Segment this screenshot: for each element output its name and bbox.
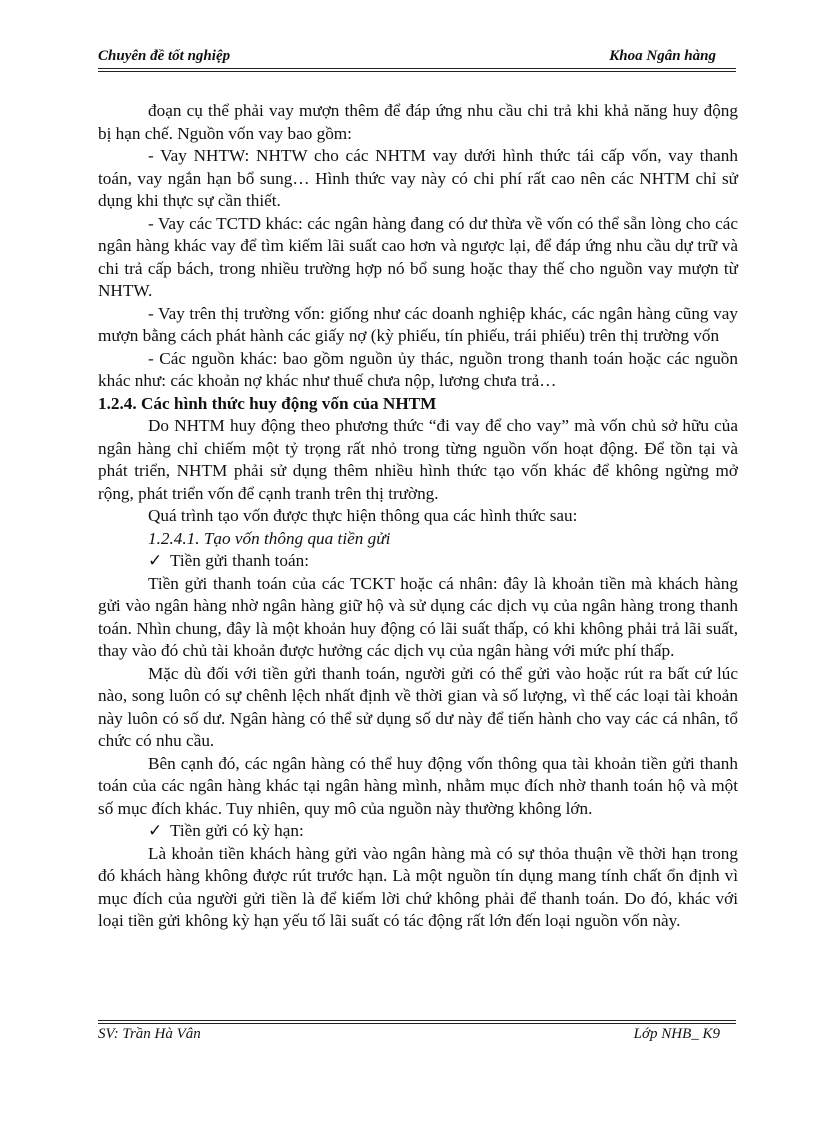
paragraph-3: - Vay các TCTD khác: các ngân hàng đang có dư thừa về vốn có thể sẵn lòng cho các ngân hàng khác vay để tìm kiếm lãi suất cao hơn và ngược lại, để đáp ứng nhu cầu dự trữ và chi trả cấp bách, trong nhiều trường hợp nó bổ sung hoặc thay thế cho nguồn vay mượn từ NHTW. xyxy=(98,213,738,300)
paragraph-11: Là khoản tiền khách hàng gửi vào ngân hàng mà có sự thỏa thuận về thời hạn trong đó khách hàng không được rút trước hạn. Là một nguồn tín dụng mang tính chất ổn định vì mục đích của người gửi tiền là để kiếm lời chứ không phải để thanh toán. Do đó, khác với loại tiền gửi không kỳ hạn yếu tố lãi suất có tác động rất lớn đến loại nguồn vốn này. xyxy=(98,843,738,930)
checkmark-icon: ✓ xyxy=(148,551,163,570)
paragraph-9: Mặc dù đối với tiền gửi thanh toán, người gửi có thể gửi vào hoặc rút ra bất cứ lúc nào, song luôn có sự chênh lệch nhất định về thời gian và số lượng, vì thế các loại tài khoản này luôn có số dư. Ngân hàng có thể sử dụng số dư này để tiến hành cho vay các cá nhân, tổ chức có nhu cầu. xyxy=(98,663,738,750)
header-right-text: Khoa Ngân hàng xyxy=(609,48,716,64)
paragraph-6: Do NHTM huy động theo phương thức “đi vay để cho vay” mà vốn chủ sở hữu của ngân hàng chỉ chiếm một tỷ trọng rất nhỏ trong từng nguồn vốn hoạt động. Để tồn tại và phát triển, NHTM phải sử dụng thêm nhiều hình thức tạo vốn khác để không ngừng mở rộng, phát triển vốn để cạnh tranh trên thị trường. xyxy=(98,416,738,503)
header-left-text: Chuyên đề tốt nghiệp xyxy=(98,48,231,64)
checkmark-icon: ✓ xyxy=(148,821,163,840)
paragraph-1: đoạn cụ thể phải vay mượn thêm để đáp ứng nhu cầu chi trả khi khả năng huy động bị hạn chế. Nguồn vốn vay bao gồm: xyxy=(98,101,738,143)
footer-right-text: Lớp NHB_ K9 xyxy=(633,1026,720,1042)
section-heading: 1.2.4. Các hình thức huy động vốn của NHTM xyxy=(98,393,437,413)
paragraph-5: - Các nguồn khác: bao gồm nguồn ủy thác, nguồn trong thanh toán hoặc các nguồn khác như: các khoản nợ khác như thuế chưa nộp, lương chưa trả… xyxy=(98,348,738,390)
footer-rule-thin xyxy=(98,1020,736,1021)
page-body xyxy=(98,100,738,933)
checklist-item-1 xyxy=(98,550,738,573)
header-rule-thin xyxy=(98,71,736,72)
footer-rule-thick xyxy=(98,1023,736,1024)
subsection-heading: 1.2.4.1. Tạo vốn thông qua tiền gửi xyxy=(148,528,391,548)
page-footer xyxy=(98,1026,736,1046)
paragraph-4: - Vay trên thị trường vốn: giống như các doanh nghiệp khác, các ngân hàng cũng vay mượn bằng cách phát hành các giấy nợ (kỳ phiếu, tín phiếu, trái phiếu) trên thị trường vốn xyxy=(98,303,738,345)
paragraph-8: Tiền gửi thanh toán của các TCKT hoặc cá nhân: đây là khoản tiền mà khách hàng gửi vào ngân hàng nhờ ngân hàng giữ hộ và sử dụng các dịch vụ của ngân hàng trong thanh toán. Nhìn chung, đây là một khoản huy động có lãi suất thấp, có khi không phải trả lãi suất, thay vào đó chủ tài khoản được hưởng các dịch vụ của ngân hàng với mức phí thấp. xyxy=(98,573,738,660)
paragraph-10: Bên cạnh đó, các ngân hàng có thể huy động vốn thông qua tài khoản tiền gửi thanh toán của các ngân hàng khác tại ngân hàng mình, nhằm mục đích nhờ thanh toán hộ và một số mục đích khác. Tuy nhiên, quy mô của nguồn này thường không lớn. xyxy=(98,753,738,818)
checklist-item-1-label: Tiền gửi thanh toán: xyxy=(170,551,310,570)
checklist-item-2 xyxy=(98,820,738,843)
page-header xyxy=(98,48,736,68)
footer-left-text: SV: Trần Hà Vân xyxy=(98,1026,201,1042)
paragraph-2: - Vay NHTW: NHTW cho các NHTM vay dưới hình thức tái cấp vốn, vay thanh toán, vay ngắn hạn bổ sung… Hình thức vay này có chi phí rất cao nên các NHTM chỉ sử dụng khi thực sự cần thiết. xyxy=(98,146,738,210)
checklist-item-2-label: Tiền gửi có kỳ hạn: xyxy=(170,821,304,840)
paragraph-7: Quá trình tạo vốn được thực hiện thông qua các hình thức sau: xyxy=(148,506,578,525)
header-rule-thick xyxy=(98,68,736,69)
